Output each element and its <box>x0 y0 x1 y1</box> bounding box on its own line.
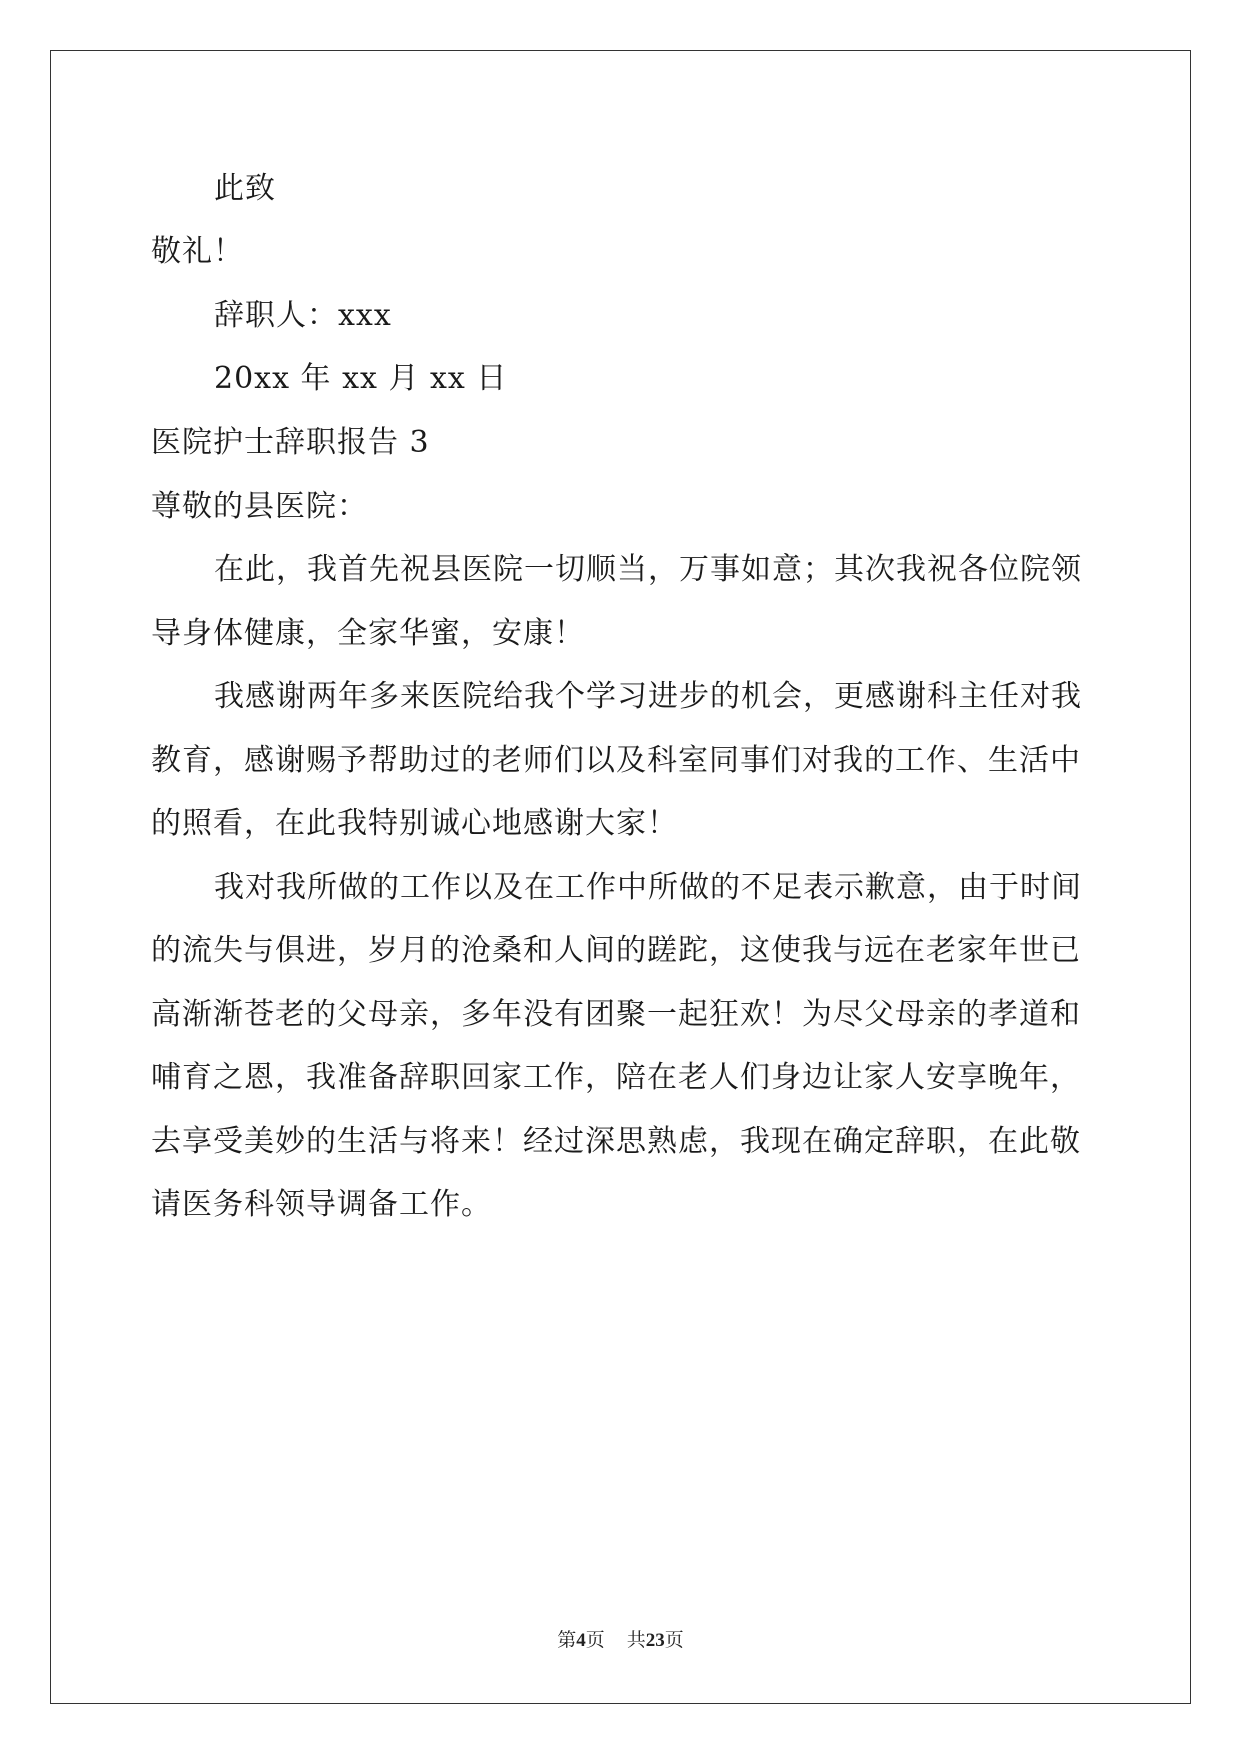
footer-page-number: 4 <box>576 1630 586 1651</box>
footer-page-suffix: 页 <box>585 1629 605 1651</box>
section-title: 医院护士辞职报告 3 <box>151 425 430 460</box>
footer-page-prefix: 第 <box>557 1629 577 1651</box>
signature-line: 辞职人：xxx <box>214 298 392 333</box>
greeting: 尊敬的县医院： <box>151 489 368 524</box>
closing-respect: 敬礼！ <box>151 234 244 269</box>
footer-total-suffix: 页 <box>664 1629 684 1651</box>
paragraph-3-line-4: 哺育之恩，我准备辞职回家工作，陪在老人们身边让家人安享晚年， <box>151 1060 1081 1095</box>
paragraph-3-line-1: 我对我所做的工作以及在工作中所做的不足表示歉意，由于时间 <box>214 870 1082 905</box>
paragraph-3-line-3: 高渐渐苍老的父母亲，多年没有团聚一起狂欢！为尽父母亲的孝道和 <box>151 997 1081 1032</box>
paragraph-3-line-2: 的流失与俱进，岁月的沧桑和人间的蹉跎，这使我与远在老家年世已 <box>151 933 1081 968</box>
date-line: 20xx 年 xx 月 xx 日 <box>214 361 508 396</box>
paragraph-3-line-5: 去享受美妙的生活与将来！经过深思熟虑，我现在确定辞职，在此敬 <box>151 1124 1081 1159</box>
footer-total-prefix: 共 <box>626 1629 646 1651</box>
paragraph-3-line-6: 请医务科领导调备工作。 <box>151 1187 492 1222</box>
paragraph-2-line-2: 教育，感谢赐予帮助过的老师们以及科室同事们对我的工作、生活中 <box>151 743 1081 778</box>
paragraph-2-line-1: 我感谢两年多来医院给我个学习进步的机会，更感谢科主任对我 <box>214 679 1082 714</box>
footer-total-pages: 23 <box>645 1630 665 1651</box>
paragraph-1-line-2: 导身体健康，全家华蜜，安康！ <box>151 616 585 651</box>
page-footer <box>0 1628 1241 1653</box>
paragraph-1-line-1: 在此，我首先祝县医院一切顺当，万事如意；其次我祝各位院领 <box>214 552 1082 587</box>
closing-salutation: 此致 <box>214 171 276 206</box>
paragraph-2-line-3: 的照看，在此我特别诚心地感谢大家！ <box>151 806 678 841</box>
